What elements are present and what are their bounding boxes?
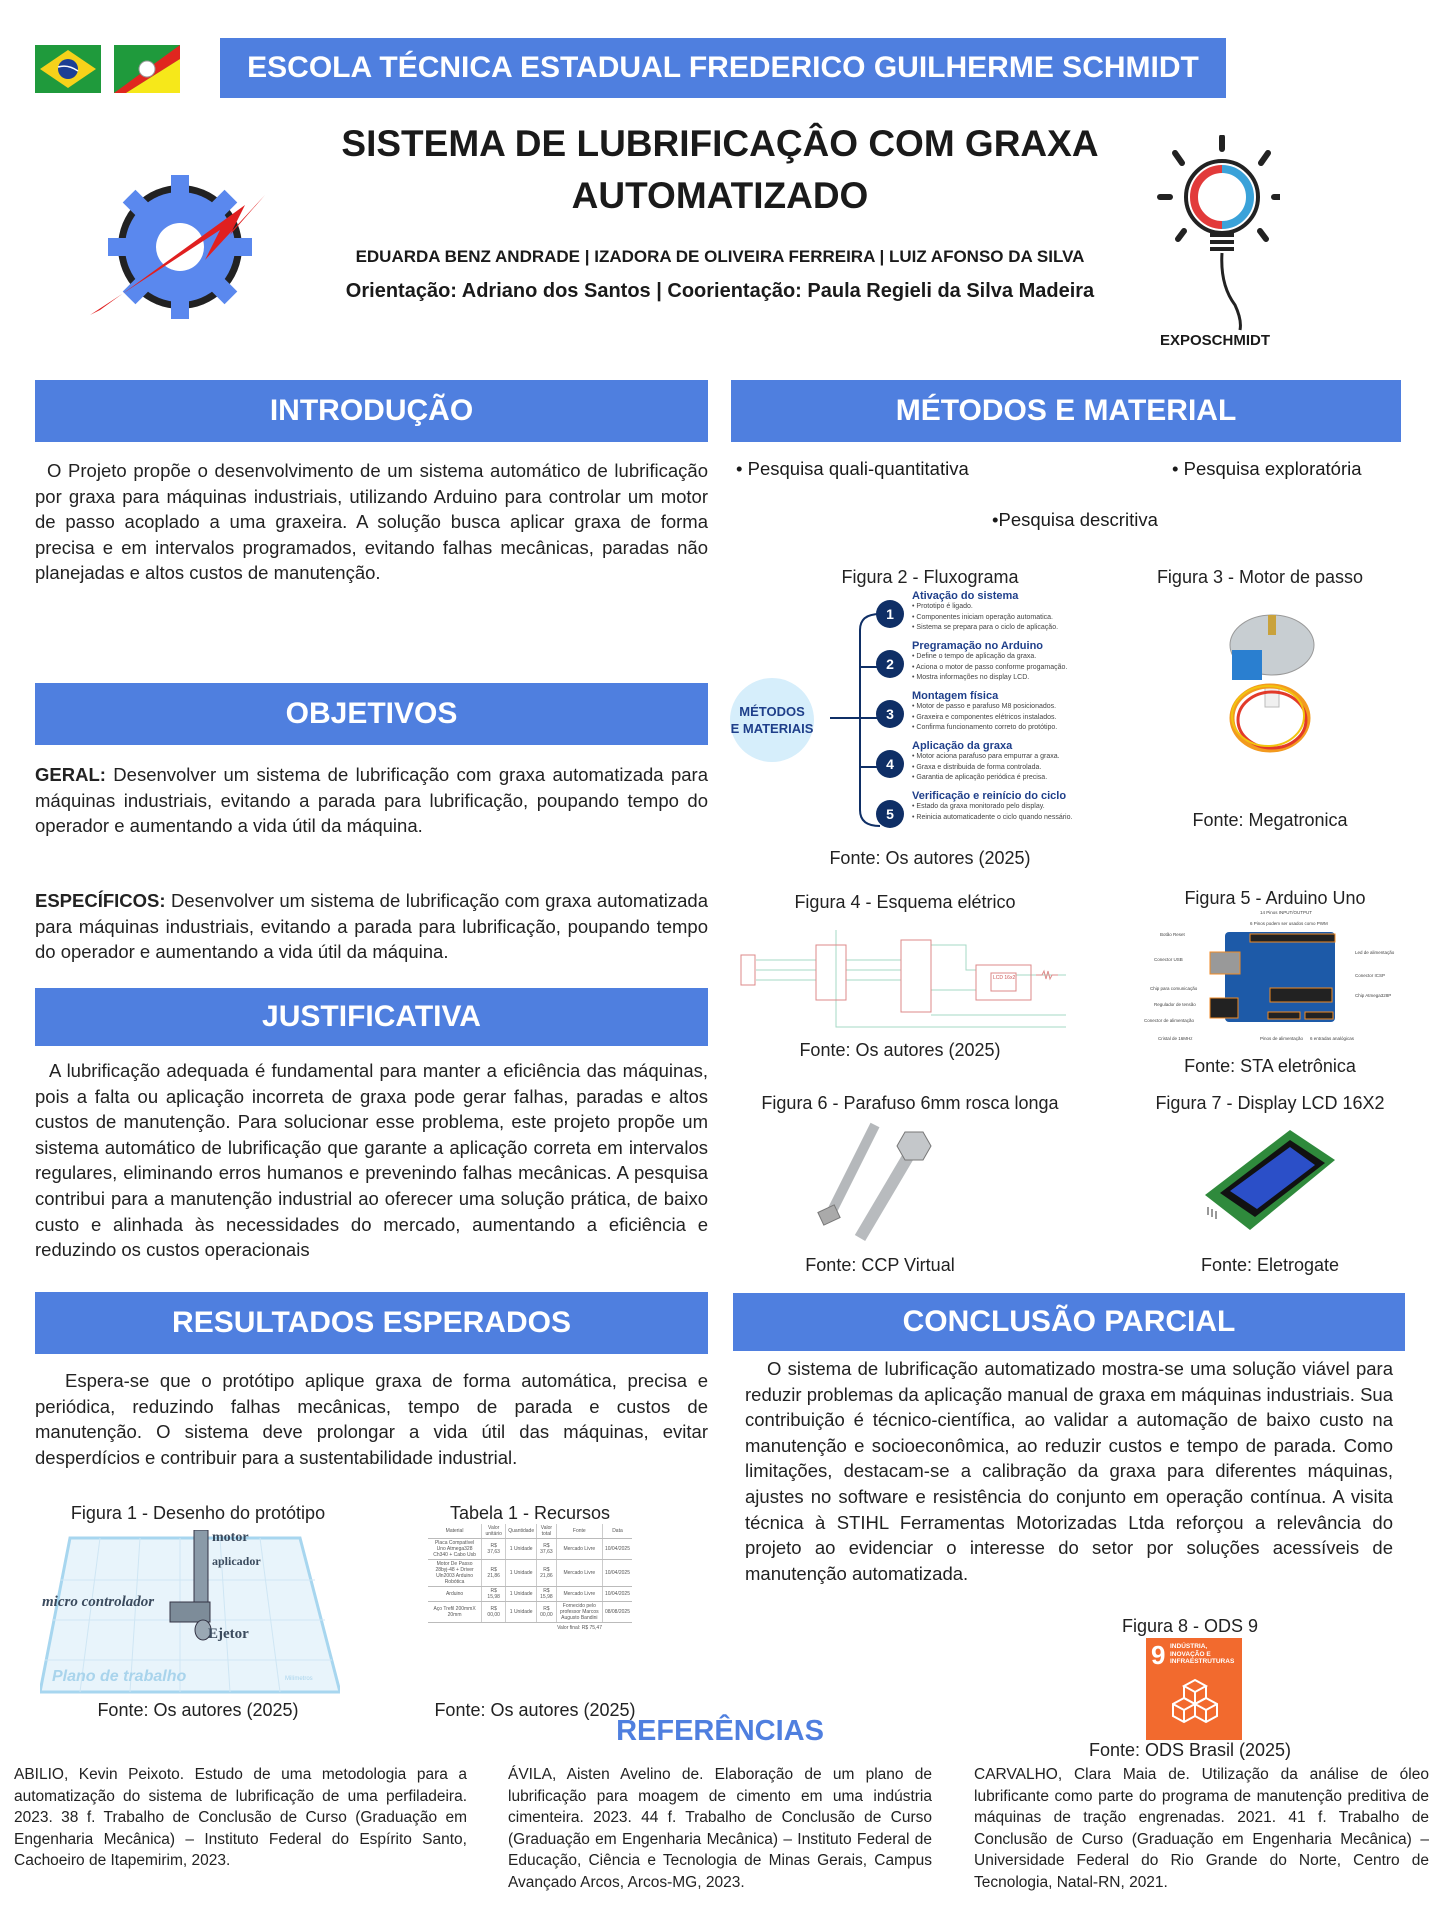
screw-icon [815,1120,945,1245]
rs-flag-icon [114,45,180,93]
fig1-prototype-drawing [40,1530,340,1695]
flowchart-step [912,690,1102,734]
table-cell: 08/08/2025 [602,1602,632,1623]
brazil-flag-icon [35,45,101,93]
table-cell: R$ 15,98 [482,1587,506,1602]
fig5-callout-label: 14 Pinos INPUT/OUTPUT [1260,910,1313,915]
flowchart-step-item: • Estado da graxa monitorado pelo display. [912,803,1045,810]
table-header: Material [428,1524,482,1539]
flowchart-step-item: • Confirma funcionamento correto do protótipo. [912,724,1058,731]
fig7-lcd-image [1195,1125,1345,1240]
title-line-1: SISTEMA DE LUBRIFICAÇÂO COM GRAXA [341,123,1099,164]
fig3-source: Fonte: Megatronica [1192,810,1348,830]
ods-number: 9 [1151,1640,1166,1670]
table-header-row [428,1524,632,1539]
table-cell: R$ 37,63 [537,1539,557,1560]
resultados-text: Espera-se que o protótipo aplique graxa de forma automática, precisa e periódica, reduzindo falhas mecânicas, tempo de parada e custos de manutenção. O sistema deve prolongar a vida útil das máquinas, evitar desperdícios e contribuir para a sustentabilidade industrial. [35,1370,708,1468]
fig5-callout-label: Chip para comunicação [1150,986,1198,991]
table-cell: Fornecido pelo professor Marcos Augusto Bandini [556,1602,602,1623]
fig4-source: Fonte: Os autores (2025) [799,1040,1001,1060]
table1-caption: Tabela 1 - Recursos [449,1503,611,1523]
flowchart-center-line1: MÉTODOS [739,704,805,719]
flowchart-step [912,790,1102,823]
section-header-resultados: RESULTADOS ESPERADOS [35,1292,708,1354]
fig2-source: Fonte: Os autores (2025) [829,848,1031,868]
fig7-source: Fonte: Eletrogate [1200,1255,1340,1275]
flowchart-step-item: • Garantia de aplicação periódica é precisa. [912,774,1048,781]
flowchart-step-item: • Graxeira e componentes elétricos instalados. [912,713,1057,721]
table-cell: 1 Unidade [506,1539,537,1560]
authors: EDUARDA BENZ ANDRADE | IZADORA DE OLIVEIRA FERREIRA | LUIZ AFONSO DA SILVA [355,247,1085,266]
table-cell: R$ 15,98 [537,1587,557,1602]
table1-source: Fonte: Os autores (2025) [434,1700,636,1720]
fig5-source: Fonte: STA eletrônica [1184,1056,1356,1076]
exposchmidt-label: EXPOSCHMIDT [1159,332,1270,349]
metodo-bullet-3: •Pesquisa descritiva [992,509,1158,530]
table-header: Data [602,1524,632,1539]
table-cell: 10/04/2025 [602,1560,632,1587]
flowchart-step [912,740,1102,784]
table-header: Valor unitário [482,1524,506,1539]
flowchart-step-item: • Sistema se prepara para o ciclo de aplicação. [912,624,1059,631]
flowchart-step-number: 1 [876,600,904,628]
fig6-screw-image [815,1120,945,1245]
fig5-callout-label: Conector de alimentação [1144,1018,1195,1023]
fig1-label-microcontrolador: micro controlador [42,1594,155,1610]
flowchart-step-item: • Define o tempo de aplicação da graxa. [912,653,1037,660]
fig5-arduino-image [1144,910,1410,1045]
fig1-source: Fonte: Os autores (2025) [97,1700,299,1720]
flowchart-step-item: • Mostra informações no display LCD. [912,674,1030,681]
flowchart-step-item: • Prototipo é ligado. [912,603,973,610]
fig1-label-plano: Plano de trabalho [52,1668,187,1685]
table-row [428,1539,632,1560]
fig3-stepper-motor-image [1210,610,1330,760]
reference-item: ABILIO, Kevin Peixoto. Estudo de uma metodologia para a automatização do sistema de lubrificação de uma perfiladeira. 2023. 38 f. Trabalho de Conclusão de Curso (Graduação em Engenharia Mecânica) – Instituto Federal do Espírito Santo, Cachoeiro de Itapemirim, 2023. [14,1766,467,1869]
section-header-objetivos: OBJETIVOS [35,683,708,745]
flowchart-step-title: Montagem física [912,690,999,702]
title-line-2: AUTOMATIZADO [571,175,869,216]
schematic-diagram-icon [736,915,1066,1030]
flowchart-center-line2: E MATERIAIS [730,721,814,736]
table-row [428,1587,632,1602]
fig5-callout-label: Regulador de tensão [1154,1002,1196,1007]
fig1-caption: Figura 1 - Desenho do protótipo [70,1503,326,1523]
poster-title [260,118,1180,222]
table-cell: Arduino [428,1587,482,1602]
fig6-source: Fonte: CCP Virtual [805,1255,955,1275]
table1-total: Valor final: R$ 75,47 [557,1625,602,1631]
fig1-label-milimetros: Milímetros [285,1676,313,1682]
table-cell: Mercado Livre [556,1560,602,1587]
conclusao-text: O sistema de lubrificação automatizado mostra-se uma solução viável para reduzir problemas da aplicação manual de graxa em máquinas industriais. Sua contribuição é técnico-científica, ao validar a automação de baixo custo na manutenção e socioeconômica, ao reduzir custos e tempo de parada. Como limitações, destacam-se a calibração da graxa para diferentes máquinas, ajustes no software e resistência do conjunto em operação contínua. A visita técnica à STIHL Ferramentas Motorizadas Ltda reforçou a relevância do projeto ao evidenciar o interesse do setor por soluções acessíveis de manutenção automatizada. [745,1358,1393,1584]
fig8-source: Fonte: ODS Brasil (2025) [1088,1740,1292,1760]
stepper-motor-icon [1210,610,1330,760]
rio-grande-do-sul-flag [114,45,180,93]
introducao-text: O Projeto propõe o desenvolvimento de um sistema automático de lubrificação por graxa para máquinas industriais, utilizando Arduino para controlar um motor de passo acoplado a uma graxeira. A solução busca aplicar graxa de forma precisa e em intervalos programados, evitando falhas mecânicas, paradas não planejadas e altos custos de manutenção. [35,460,708,584]
table-header: Fonte [556,1524,602,1539]
ods-label-line2: INOVAÇÃO E [1170,1650,1211,1658]
flowchart-step-number: 4 [876,750,904,778]
table-row [428,1560,632,1587]
flowchart-step-title: Ativação do sistema [912,590,1019,602]
fig4-schematic [736,915,1066,1030]
flowchart-step-number: 3 [876,700,904,728]
table-cell: 1 Unidade [506,1602,537,1623]
fig1-label-motor: motor [212,1530,249,1545]
flowchart-step-title: Pregramação no Arduino [912,640,1044,652]
section-header-justificativa: JUSTIFICATIVA [35,988,708,1046]
cubes-icon [1172,1678,1218,1728]
exposchmidt-logo [1150,135,1280,355]
fig5-callout-label: Conector USB [1154,957,1183,962]
flowchart-step-item: • Motor de passo e parafuso M8 posicionados. [912,703,1057,710]
objetivos-geral [35,762,708,839]
objetivos-especificos [35,888,708,965]
flowchart-step-item: • Reinicia automaticadente o ciclo quando nessário. [912,813,1073,821]
table-row [428,1602,632,1623]
flowchart-step-number: 2 [876,650,904,678]
flowchart-step-title: Aplicação da graxa [912,740,1013,752]
table-cell: R$ 21,86 [537,1560,557,1587]
metodo-bullet-2: • Pesquisa exploratória [1172,458,1362,479]
table1 [428,1524,632,1631]
flowchart-step-item: • Motor aciona parafuso para empurrar a graxa. [912,753,1060,760]
fig3-caption: Figura 3 - Motor de passo [1156,567,1364,587]
brazil-flag [35,45,101,93]
table-cell: Placa Compatível Uno Atmega328 Ch340 + Cabo Usb [428,1539,482,1560]
table-cell: 10/04/2025 [602,1587,632,1602]
table-cell: Mercado Livre [556,1539,602,1560]
fig5-caption: Figura 5 - Arduino Uno [1184,888,1366,908]
gear-logo-icon [80,175,280,325]
fig6-caption: Figura 6 - Parafuso 6mm rosca longa [761,1093,1059,1113]
section-header-introducao: INTRODUÇÃO [35,380,708,442]
fig5-callout-label: Conector ICSP [1355,973,1386,978]
fig7-caption: Figura 7 - Display LCD 16X2 [1155,1093,1385,1113]
table-cell: Mercado Livre [556,1587,602,1602]
flowchart-step-item: • Componentes iniciam operação automatica. [912,613,1053,621]
reference-item: CARVALHO, Clara Maia de. Utilização da análise de óleo lubrificante como parte do programa de manutenção preditiva de máquinas de tração engrenadas. 2021. 41 f. Trabalho de Conclusão de Curso (Graduação em Engenharia Mecânica) – Universidade Federal do Rio Grande do Norte, Centro de Tecnologia, Natal-RN, 2021. [974,1766,1429,1891]
fig1-label-aplicador: aplicador [212,1554,261,1568]
flowchart-step [912,590,1102,634]
fig5-callout-label: 6 entradas analógicas [1310,1036,1355,1041]
fig5-callout-label: Led de alimentação [1355,950,1395,955]
lightbulb-gear-icon [1150,135,1280,335]
resources-table [428,1524,632,1623]
fig4-lcd-label: LCD 16x2 [993,975,1016,981]
especificos-text: Desenvolver um sistema de lubrificação com graxa automatizada para máquinas industriais, evitando a parada para lubrificação, poupando tempo do operador e aumentando a vida útil da máquina. [35,890,708,963]
table-cell: 1 Unidade [506,1587,537,1602]
section-header-metodos: MÉTODOS E MATERIAL [731,380,1401,442]
flowchart-center [730,678,814,762]
geral-label: GERAL: [35,764,106,785]
table-cell: R$ 37,63 [482,1539,506,1560]
fig2-flowchart [730,590,1100,845]
fig1-label-ejetor: Ejetor [208,1626,249,1642]
section-header-conclusao: CONCLUSÃO PARCIAL [733,1293,1405,1351]
flowchart-step-item: • Graxa e distribuida de forma controlada. [912,763,1042,771]
reference-item: ÁVILA, Aisten Avelino de. Elaboração de um plano de lubrificação para moagem de cimento em uma indústria cimenteira. 2023. 44 f. Trabalho de Conclusão de Curso (Graduação em Engenharia Mecânica) – Instituto Federal de Educação, Ciência e Tecnologia de Minas Gerais, Campus Avançado Arcos, Arcos-MG, 2023. [508,1766,932,1891]
advisors: Orientação: Adriano dos Santos | Coorientação: Paula Regieli da Silva Madeira [345,280,1095,302]
fig5-callout-label: 6 Pinos podem ser usados como PWM [1250,921,1328,926]
school-gear-logo [80,175,280,325]
fig5-callout-label: Pinos de alimentação [1260,1036,1304,1041]
table-header: Valor total [537,1524,557,1539]
geral-text: Desenvolver um sistema de lubrificação com graxa automatizada para máquinas industriais, evitando a parada para lubrificação, poupando tempo do operador e aumentando a vida útil da máquina. [35,764,708,837]
fig4-caption: Figura 4 - Esquema elétrico [794,892,1016,912]
ods-label-line3: INFRAESTRUTURAS [1170,1658,1235,1665]
flowchart-step-title: Verificação e reinício do ciclo [912,790,1067,802]
especificos-label: ESPECÍFICOS: [35,890,166,911]
table-cell: R$ 21,86 [482,1560,506,1587]
fig8-ods9-badge [1146,1638,1242,1740]
fig2-caption: Figura 2 - Fluxograma [841,567,1019,587]
school-name-banner: ESCOLA TÉCNICA ESTADUAL FREDERICO GUILHERME SCHMIDT [220,38,1226,98]
ods-label-line1: INDÚSTRIA, [1170,1643,1208,1650]
referencias-title: REFERÊNCIAS [616,1715,824,1747]
justificativa-text: A lubrificação adequada é fundamental para manter a eficiência das máquinas, pois a falta ou aplicação incorreta de graxa pode gerar falhas, paradas e altos custos de manutenção. Para solucionar esse problema, este projeto propõe um sistema automático de lubrificação que garante a aplicação correta em intervalos regulares, eliminando erros humanos e prevenindo falhas mecânicas. A pesquisa contribui para a manutenção industrial ao oferecer uma solução prática, de baixo custo e alinhada às necessidades do mercado, aumentando a eficiência e reduzindo os custos operacionais [35,1060,708,1261]
fig5-callout-label: Cristal de 16MHz [1158,1036,1193,1041]
fig5-callout-label: Chip Atmega328P [1355,993,1392,998]
lcd-display-icon [1195,1125,1345,1240]
flowchart-step-number: 5 [876,800,904,828]
ods-label [1170,1643,1234,1666]
table-cell: 10/04/2025 [602,1539,632,1560]
flowchart-step-item: • Aciona o motor de passo conforme progamação. [912,663,1068,671]
table-cell: Motor De Passo 28byj-48 + Driver Uln2003 Arduino Robótica [428,1560,482,1587]
fig5-callout-label: Botão Reset [1160,932,1185,937]
flowchart-step [912,640,1102,684]
table-cell: Aço Trefil 200mmX 20mm [428,1602,482,1623]
metodo-bullet-1: • Pesquisa quali-quantitativa [736,458,969,479]
fig8-caption: Figura 8 - ODS 9 [1121,1616,1259,1636]
table-cell: R$ 00,00 [537,1602,557,1623]
table-cell: R$ 00,00 [482,1602,506,1623]
table-header: Quantidade [506,1524,537,1539]
table-cell: 1 Unidade [506,1560,537,1587]
